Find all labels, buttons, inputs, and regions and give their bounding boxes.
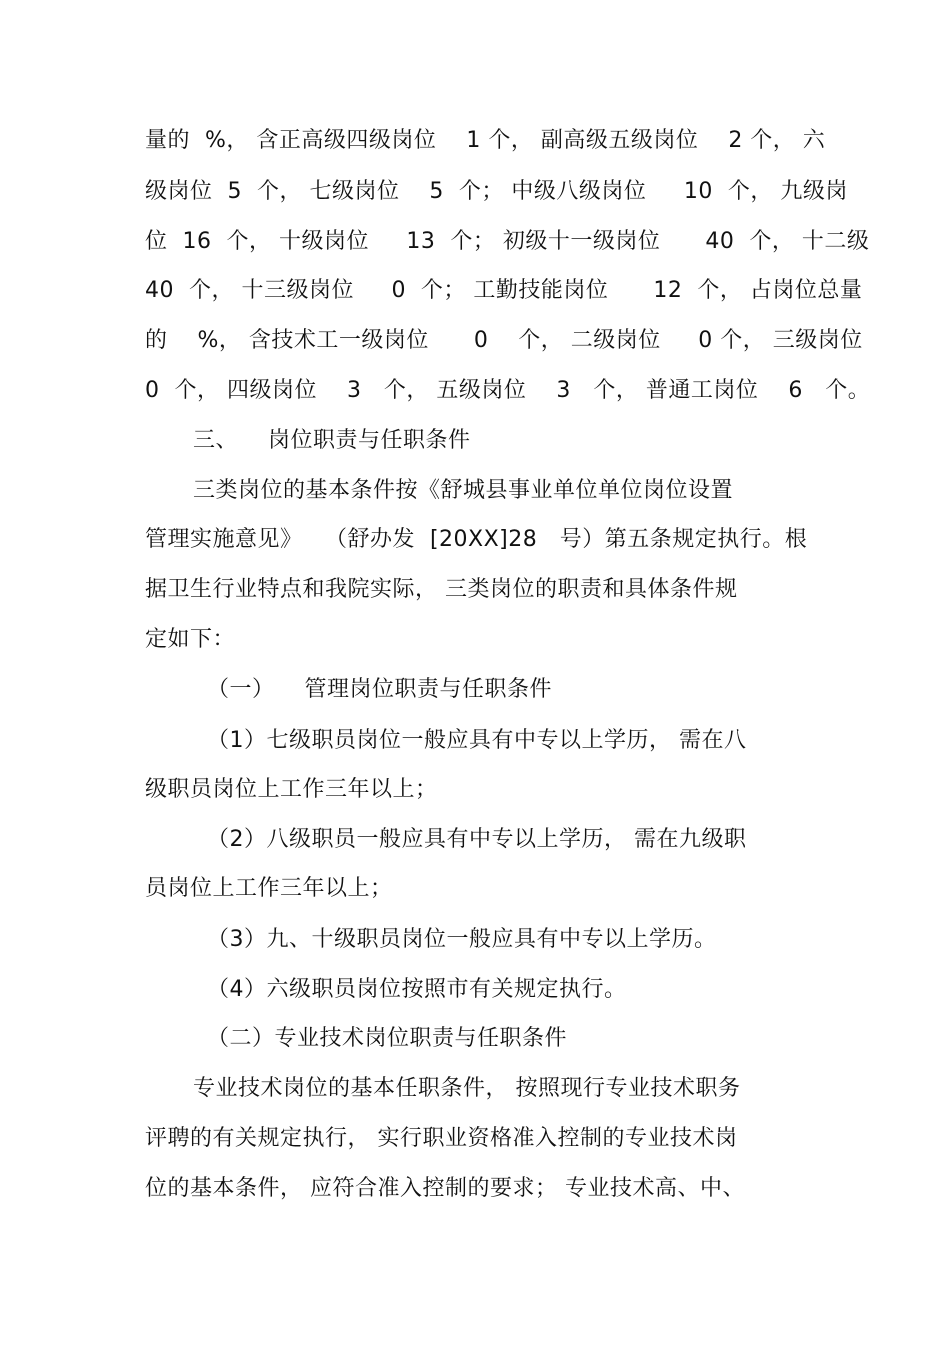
body-line-2: 级岗位 5 个， 七级岗位 5 个； 中级八级岗位 10 个， 九级岗 (145, 179, 848, 204)
body-line-8: 三类岗位的基本条件按《舒城县事业单位单位岗位设置 (193, 478, 734, 503)
item-3: （3）九、十级职员岗位一般应具有中专以上学历。 (207, 927, 717, 952)
body-line-11: 定如下： (145, 627, 236, 652)
body-line-9: 管理实施意见》 （舒办发 [20XX]28 号）第五条规定执行。根 (145, 527, 808, 552)
body-line-20: 专业技术岗位的基本任职条件， 按照现行专业技术职务 (193, 1076, 741, 1101)
item-2-line-1: （2）八级职员一般应具有中专以上学历， 需在九级职 (207, 827, 747, 852)
subsection-heading-1: （一） 管理岗位职责与任职条件 (207, 677, 552, 702)
body-line-4: 40 个， 十三级岗位 0 个； 工勤技能岗位 12 个， 占岗位总量 (145, 278, 863, 303)
item-1-line-2: 级职员岗位上工作三年以上； (145, 777, 438, 802)
subsection-heading-2: （二）专业技术岗位职责与任职条件 (207, 1026, 568, 1051)
body-line-22: 位的基本条件， 应符合准入控制的要求； 专业技术高、中、 (145, 1176, 745, 1201)
body-line-1: 量的 %， 含正高级四级岗位 1 个， 副高级五级岗位 2 个， 六 (145, 128, 826, 153)
section-heading-3: 三、 岗位职责与任职条件 (193, 428, 471, 453)
item-4: （4）六级职员岗位按照市有关规定执行。 (207, 977, 627, 1002)
body-line-6: 0 个， 四级岗位 3 个， 五级岗位 3 个， 普通工岗位 6 个。 (145, 378, 871, 403)
body-line-21: 评聘的有关规定执行， 实行职业资格准入控制的专业技术岗 (145, 1126, 738, 1151)
body-line-10: 据卫生行业特点和我院实际， 三类岗位的职责和具体条件规 (145, 577, 738, 602)
item-1-line-1: （1）七级职员岗位一般应具有中专以上学历， 需在八 (207, 728, 747, 753)
body-line-5: 的 %， 含技术工一级岗位 0 个， 二级岗位 0 个， 三级岗位 (145, 328, 863, 353)
item-2-line-2: 员岗位上工作三年以上； (145, 876, 393, 901)
body-line-3: 位 16 个， 十级岗位 13 个； 初级十一级岗位 40 个， 十二级 (145, 229, 870, 254)
